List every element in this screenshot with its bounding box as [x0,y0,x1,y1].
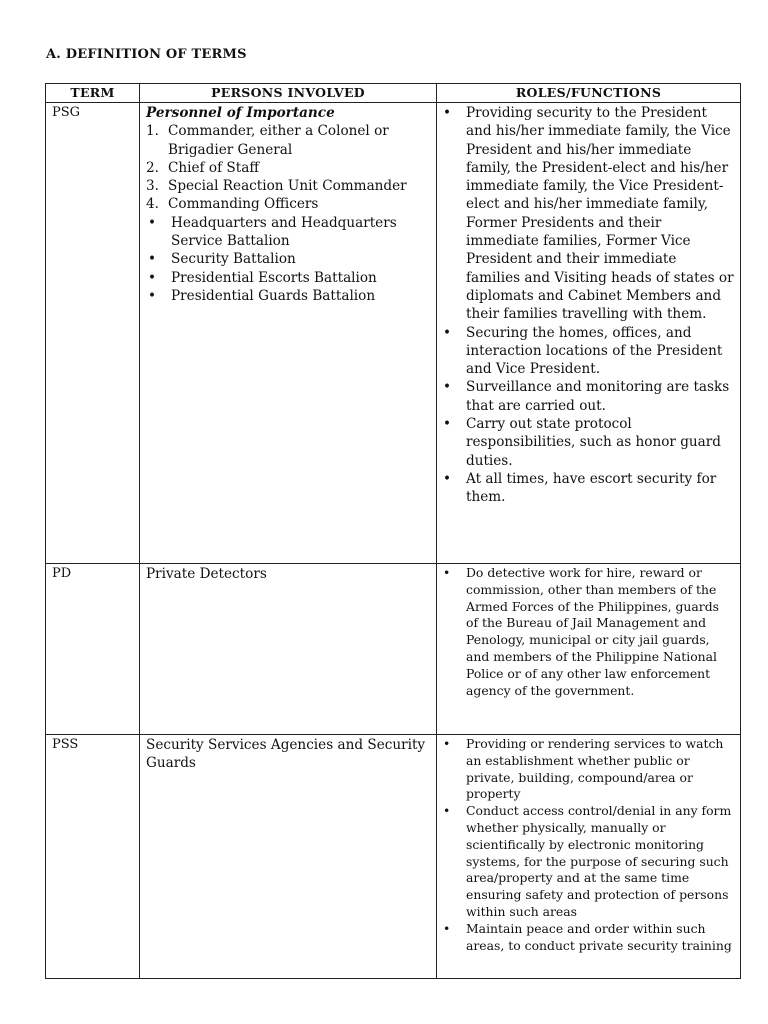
list-item: • Security Battalion [146,250,432,268]
persons-numbered-list [146,122,432,213]
roles-cell [437,735,741,979]
roles-list [441,736,734,954]
list-item: • Securing the homes, offices, and interaction locations of the President and Vice President. [441,324,734,379]
table-header-row [46,84,741,103]
persons-cell: Security Services Agencies and Security Guards [140,735,437,979]
list-item: 2. Chief of Staff [146,159,259,176]
roles-cell [437,103,741,564]
list-item: • Headquarters and Headquarters Service Battalion [146,214,432,251]
persons-subheading: Personnel of Importance [146,105,335,121]
list-item: • Do detective work for hire, reward or commission, other than members of the Armed Forces of the Philippines, guards of the Bureau of Jail Management and Penology, municipal or city jail guards, and members of the Philippine National Police or of any other law enforcement agency of the government. [441,565,734,699]
list-item: • Providing security to the President and his/her immediate family, the Vice President and his/her immediate family, the President-elect and his/her immediate family, the Vice President-elect and his/her immediate family, Former Presidents and their immediate families, Former Vice President and their immediate families and Visiting heads of states or diplomats and Cabinet Members and their families travelling with them. [441,104,734,324]
list-item: • Presidential Escorts Battalion [146,269,432,287]
table-row-pd [46,564,741,735]
term-cell: PD [46,564,140,735]
list-item: • Maintain peace and order within such areas, to conduct private security training [441,921,734,955]
list-item: • Carry out state protocol responsibilities, such as honor guard duties. [441,415,734,470]
column-header-persons: PERSONS INVOLVED [140,84,437,103]
table-row-psg [46,103,741,564]
list-item: • Conduct access control/denial in any form whether physically, manually or scientifically by electronic monitoring systems, for the purpose of securing such area/property and at the same time ensuring safety and protection of persons within such areas [441,803,734,921]
term-cell: PSG [46,103,140,564]
section-heading: A. DEFINITION OF TERMS [46,47,247,62]
table-row-pss [46,735,741,979]
list-item: • At all times, have escort security for them. [441,470,734,507]
column-header-term: TERM [46,84,140,103]
list-item: 1. Commander, either a Colonel or Brigadier General [146,123,389,158]
definition-table [45,83,741,979]
term-cell: PSS [46,735,140,979]
roles-cell [437,564,741,735]
list-item: 3. Special Reaction Unit Commander [146,178,407,195]
roles-list [441,104,734,507]
persons-cell [140,103,437,564]
list-item: • Presidential Guards Battalion [146,287,432,305]
persons-cell: Private Detectors [140,564,437,735]
column-header-roles: ROLES/FUNCTIONS [437,84,741,103]
roles-list [441,565,734,699]
list-item: • Surveillance and monitoring are tasks that are carried out. [441,378,734,415]
list-item: • Providing or rendering services to watch an establishment whether public or private, building, compound/area or property [441,736,734,803]
persons-bullet-list [146,214,432,305]
list-item: 4. Commanding Officers [146,196,319,213]
